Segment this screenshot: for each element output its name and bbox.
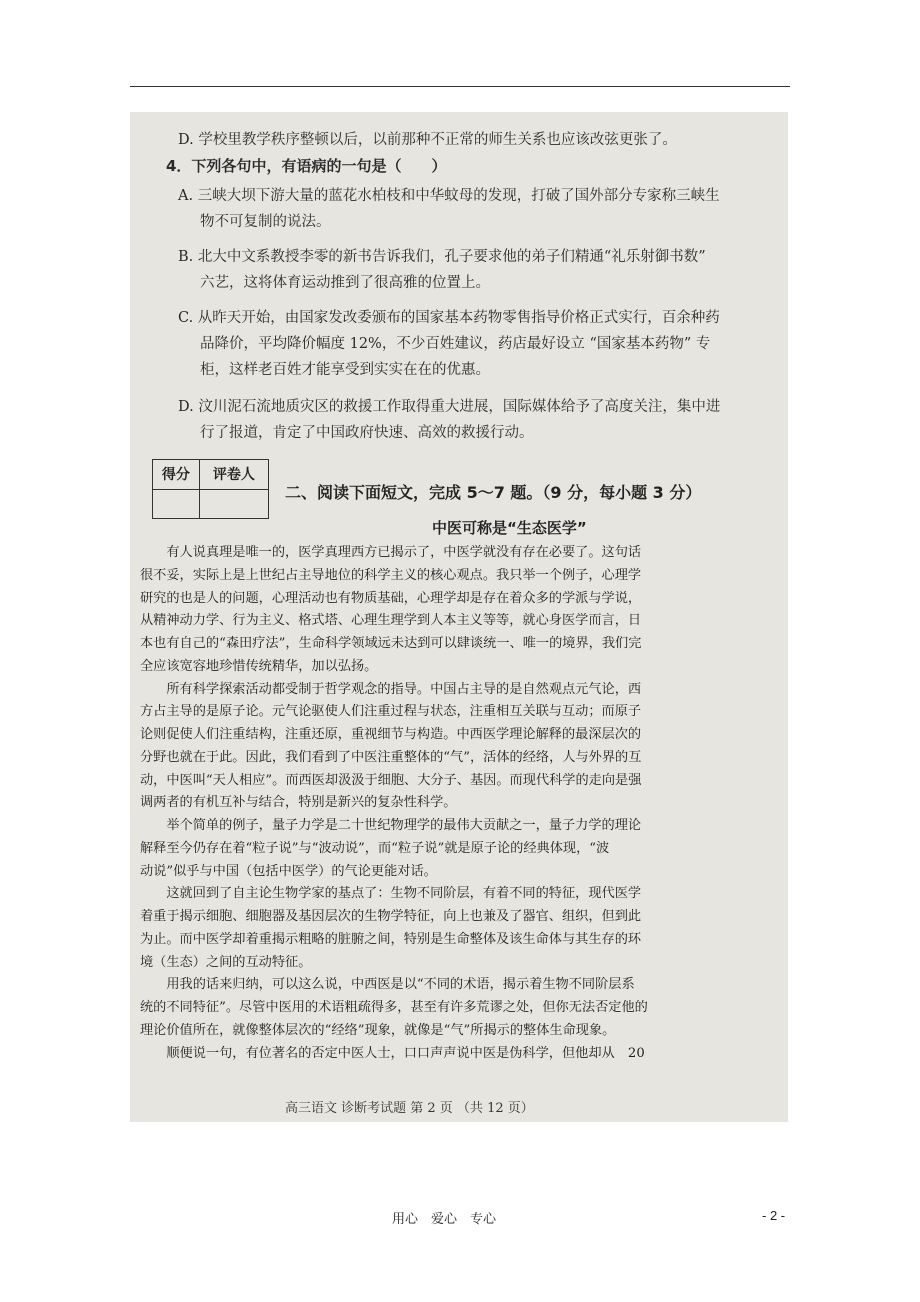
article-line: 着重于揭示细胞、细胞器及基因层次的生物学特征，向上也兼及了器官、组织，但到此 — [140, 909, 642, 924]
question4-option-a-line2: 物不可复制的说法。 — [200, 214, 331, 230]
score-table — [152, 459, 269, 519]
question4-option-a-line1: A. 三峡大坝下游大量的蓝花水柏枝和中华蚊母的发现，打破了国外部分专家称三峡生 — [178, 188, 720, 204]
score-cell — [153, 489, 200, 519]
question4-option-b-line2: 六艺，这将体育运动推到了很高雅的位置上。 — [200, 275, 490, 291]
article-line: 调两者的有机互补与结合，特别是新兴的复杂性科学。 — [140, 795, 457, 811]
question4-option-d-line2: 行了报道，肯定了中国政府快速、高效的救援行动。 — [200, 425, 534, 441]
question4-option-d-line1: D. 汶川泥石流地质灾区的救援工作取得重大进展，国际媒体给予了高度关注，集中进 — [178, 399, 721, 415]
scanned-exam-page — [130, 112, 788, 1122]
article-line: 本也有自己的“森田疗法”，生命科学领域远未达到可以肆谈统一、唯一的境界，我们完 — [140, 636, 642, 651]
question4-title: 4．下列各句中，有语病的一句是（ ） — [166, 157, 447, 175]
reviewer-header: 评卷人 — [199, 460, 268, 490]
question4-option-b-line1: B. 北大中文系教授李零的新书告诉我们，孔子要求他的弟子们精通“礼乐射御书数” — [178, 249, 706, 265]
reviewer-cell — [199, 489, 268, 519]
article-line: 从精神动力学、行为主义、格式塔、心理生理学到人本主义等等，就心身医学而言，日 — [140, 613, 642, 629]
article-line: 动说”似乎与中国（包括中医学）的气论更能对话。 — [140, 863, 437, 879]
article-title: 中医可称是“生态医学” — [432, 519, 587, 537]
article-line: 这就回到了自主论生物学家的基点了：生物不同阶层，有着不同的特征，现代医学 — [140, 886, 642, 902]
scan-page-footer: 高三语文 诊断考试题 第 2 页 （共 12 页） — [285, 1101, 534, 1116]
article-line: 为止。而中医学却着重揭示粗略的脏腑之间，特别是生命整体及该生命体与其生存的环 — [140, 931, 642, 947]
article-line: 研究的也是人的问题，心理活动也有物质基础，心理学却是存在着众多的学派与学说， — [140, 590, 642, 606]
article-line: 所有科学探索活动都受制于哲学观念的指导。中国占主导的是自然观点元气论，西 — [140, 681, 642, 697]
question4-option-c-line2: 品降价，平均降价幅度 12%，不少百姓建议，药店最好设立 “国家基本药物” 专 — [200, 336, 711, 352]
footer-motto: 用心 爱心 专心 — [392, 1211, 497, 1226]
article-line: 顺便说一句，有位著名的否定中医人士，口口声声说中医是伪科学，但他却从 20 — [140, 1045, 645, 1061]
article-line: 用我的话来归纳，可以这么说，中西医是以“不同的术语，揭示着生物不同阶层系 — [140, 977, 635, 993]
header-rule — [130, 86, 790, 87]
score-header: 得分 — [153, 460, 200, 490]
article-line: 境（生态）之间的互动特征。 — [140, 954, 312, 970]
article-line: 举个简单的例子，量子力学是二十世纪物理学的最伟大贡献之一，量子力学的理论 — [140, 818, 642, 833]
article-line: 解释至今仍存在着“粒子说”与“波动说”，而“粒子说”就是原子论的经典体现，“波 — [140, 840, 610, 856]
article-line: 很不妥，实际上是上世纪占主导地位的科学主义的核心观点。我只举一个例子，心理学 — [140, 567, 642, 583]
article-line: 方占主导的是原子论。元气论驱使人们注重过程与状态，注重相互关联与互动；而原子 — [140, 704, 642, 720]
article-line: 论则促使人们注重结构，注重还原，重视细节与构造。中西医学理论解释的最深层次的 — [140, 727, 642, 742]
article-line: 分野也就在于此。因此，我们看到了中医注重整体的“气”，活体的经络，人与外界的互 — [140, 749, 642, 765]
question4-option-c-line1: C. 从昨天开始，由国家发改委颁布的国家基本药物零售指导价格正式实行，百余种药 — [178, 310, 720, 326]
article-line: 统的不同特征”。尽管中医用的术语粗疏得多，甚至有许多荒谬之处，但你无法否定他的 — [140, 1000, 648, 1015]
article-line: 全应该宽容地珍惜传统精华，加以弘扬。 — [140, 658, 378, 674]
article-line: 动，中医叫“天人相应”。而西医却汲汲于细胞、大分子、基因。而现代科学的走向是强 — [140, 772, 642, 788]
question3-option-d: D. 学校里教学秩序整顿以后，以前那种不正常的师生关系也应该改弦更张了。 — [178, 132, 677, 148]
footer-page-number: - 2 - — [762, 1208, 786, 1223]
question4-option-c-line3: 柜，这样老百姓才能享受到实实在在的优惠。 — [200, 362, 490, 378]
article-line: 有人说真理是唯一的，医学真理西方已揭示了，中医学就没有存在必要了。这句话 — [140, 545, 642, 560]
article-line: 理论价值所在，就像整体层次的“经络”现象，就像是“气”所揭示的整体生命现象。 — [140, 1022, 616, 1038]
section2-heading: 二、阅读下面短文，完成 5～7 题。（9 分，每小题 3 分） — [285, 483, 702, 502]
